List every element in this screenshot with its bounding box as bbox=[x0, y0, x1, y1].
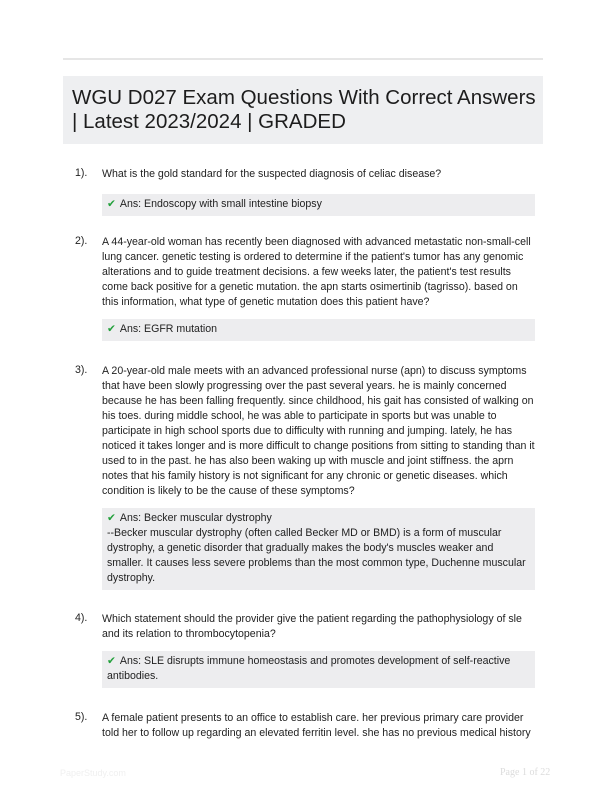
answer-box bbox=[102, 508, 535, 590]
question-text: A 20-year-old male meets with an advanced professional nurse (apn) to discuss symptoms that have been slowly progressing over the past several years. he is mainly concerned because he has been falling frequently. since childhood, his gait has consisted of walking on his toes. during middle school, he was able to participate in sports but was unable to participate in high school sports due to difficulty with running and jumping. lately, he has noticed it takes longer and is more difficult to change positions from sitting to standing than it used to in the past. he has also been waking up with muscle and joint stiffness. the aprn notes that his family history is not significant for any chronic or genetic diseases. which condition is likely to be the cause of these symptoms? bbox=[102, 365, 535, 497]
question-text: A female patient presents to an office to establish care. her previous primary care provider told her to follow up regarding an elevated ferritin level. she has no previous medical history bbox=[102, 712, 531, 739]
check-icon: ✔ bbox=[107, 655, 116, 667]
question-number: 1). bbox=[75, 167, 88, 179]
question-number: 4). bbox=[75, 612, 88, 624]
check-icon: ✔ bbox=[107, 198, 116, 210]
answer-explanation: --Becker muscular dystrophy (often called Becker MD or BMD) is a form of muscular dystrophy, a genetic disorder that gradually makes the body's muscles weaker and smaller. It causes less severe problems than the most common type, Duchenne muscular dystrophy. bbox=[107, 527, 526, 584]
answer-box bbox=[102, 651, 535, 688]
question-item-1 bbox=[75, 167, 535, 216]
check-icon: ✔ bbox=[107, 512, 116, 524]
page-number: Page 1 of 22 bbox=[500, 767, 551, 778]
question-item-3 bbox=[75, 364, 535, 590]
answer-text: Ans: Becker muscular dystrophy bbox=[119, 512, 272, 524]
question-text: A 44-year-old woman has recently been diagnosed with advanced metastatic non-small-cell lung cancer. genetic testing is ordered to determine if the patient's tumor has any genomic alterations and to guide treatment decisions. a few weeks later, the patient's test results come back positive for a genetic mutation. the apn starts osimertinib (tagrisso). based on this information, what type of genetic mutation does this patient have? bbox=[102, 236, 531, 308]
question-number: 5). bbox=[75, 711, 88, 723]
question-item-4 bbox=[75, 612, 535, 688]
answer-text: Ans: Endoscopy with small intestine biopsy bbox=[119, 198, 322, 210]
question-item-2 bbox=[75, 235, 535, 341]
check-icon: ✔ bbox=[107, 323, 116, 335]
answer-box bbox=[102, 319, 535, 341]
question-text: Which statement should the provider give the patient regarding the pathophysiology of sle and its relation to thrombocytopenia? bbox=[102, 613, 522, 640]
footer-watermark: PaperStudy.com bbox=[60, 768, 126, 778]
question-item-5 bbox=[75, 711, 535, 741]
title-box bbox=[63, 76, 543, 144]
question-number: 3). bbox=[75, 364, 88, 376]
question-text: What is the gold standard for the suspected diagnosis of celiac disease? bbox=[102, 168, 442, 180]
answer-box bbox=[102, 194, 535, 216]
answer-text: Ans: SLE disrupts immune homeostasis and promotes development of self-reactive antibodies. bbox=[107, 655, 511, 682]
top-divider bbox=[63, 58, 543, 60]
question-number: 2). bbox=[75, 235, 88, 247]
page-title: WGU D027 Exam Questions With Correct Answers | Latest 2023/2024 | GRADED bbox=[72, 86, 536, 133]
answer-text: Ans: EGFR mutation bbox=[119, 323, 218, 335]
